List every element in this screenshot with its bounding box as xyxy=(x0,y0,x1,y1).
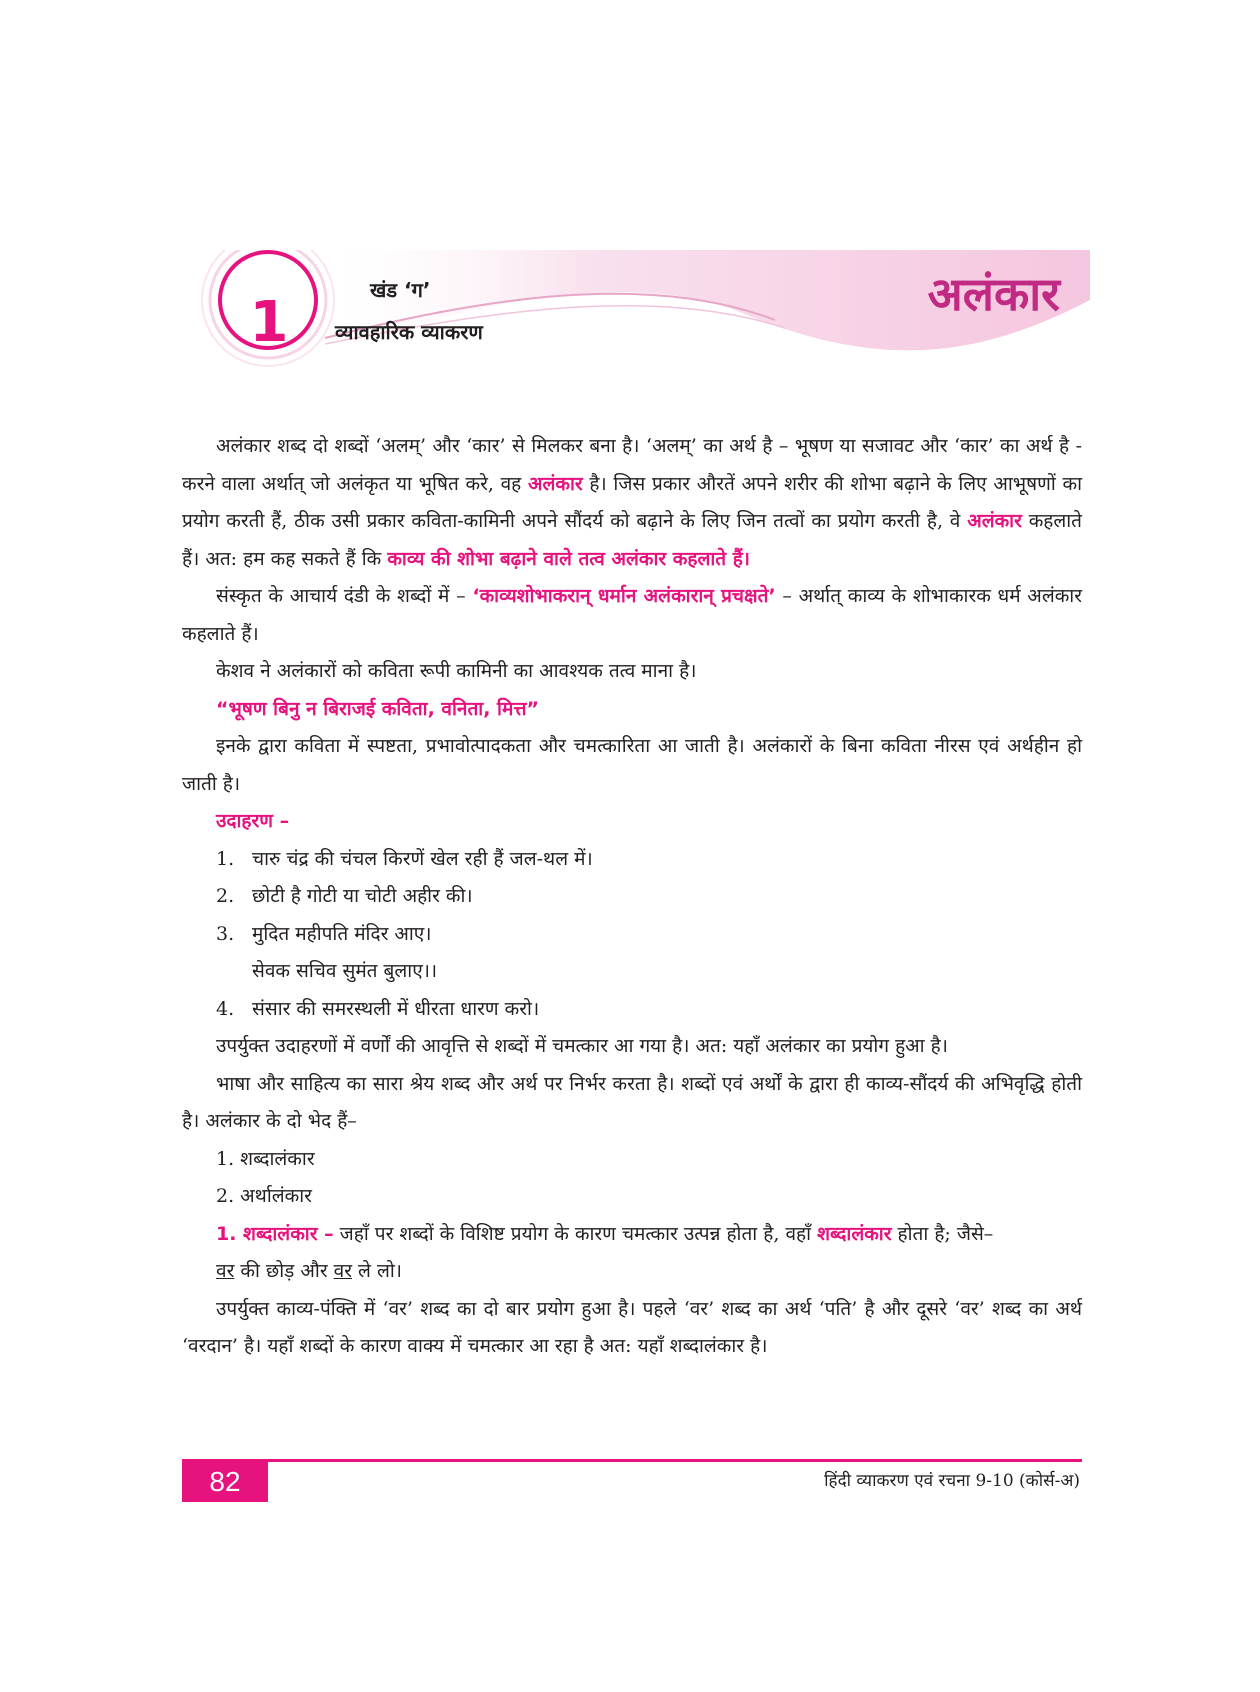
list-text: चारु चंद्र की चंचल किरणें खेल रही हैं जल-थल में। xyxy=(252,847,593,870)
text-span: ले लो। xyxy=(351,1260,402,1282)
highlight-term: शब्दालंकार xyxy=(817,1222,892,1245)
example-line xyxy=(182,1253,1082,1291)
examples-heading: उदाहरण – xyxy=(216,810,290,832)
paragraph-shabdalankar xyxy=(182,1216,1082,1254)
list-text: मुदित महीपति मंदिर आए। xyxy=(252,922,432,945)
underlined-word: वर xyxy=(216,1260,235,1282)
footer-divider xyxy=(182,1459,1082,1462)
text-span: होता है; जैसे– xyxy=(891,1222,994,1245)
text-span: कहलाते हैं। अत: हम कह सकते हैं कि xyxy=(182,510,1083,570)
underlined-word: वर xyxy=(333,1260,352,1282)
list-item xyxy=(216,991,1082,1029)
main-content xyxy=(182,428,1082,1366)
list-number: 3. xyxy=(216,922,235,945)
type-item-1: 1. शब्दालंकार xyxy=(216,1147,315,1170)
list-item xyxy=(216,916,1082,954)
paragraph-intro xyxy=(182,428,1082,578)
definition-highlight: काव्य की शोभा बढ़ाने वाले तत्व अलंकार कहलाते हैं। xyxy=(387,547,751,570)
list-text: छोटी है गोटी या चोटी अहीर की। xyxy=(252,885,473,907)
chapter-title: अलंकार xyxy=(927,267,1060,321)
list-number: 1. xyxy=(216,847,235,870)
keshav-quote: “भूषण बिनु न बिराजई कविता, वनिता, मित्त” xyxy=(216,697,539,720)
text-span: अलंकार शब्द दो शब्दों ‘अलम्’ और ‘कार’ से मिलकर बना है। ‘अलम्’ का अर्थ है – भूषण या सजावट और ‘कार’ का अर्थ है - करने वाला अर्थात् जो अलंकृत या भूषित करे, वह xyxy=(182,435,1082,495)
chapter-header xyxy=(175,250,1090,400)
paragraph-explanation: उपर्युक्त काव्य-पंक्ति में ‘वर’ शब्द का दो बार प्रयोग हुआ है। पहले ‘वर’ शब्द का अर्थ ‘पति’ है और दूसरे ‘वर’ शब्द का अर्थ ‘वरदान’ है। यहाँ शब्दों के कारण वाक्य में चमत्कार आ रहा है अत: यहाँ शब्दालंकार है। xyxy=(182,1297,1082,1357)
sanskrit-quote: ‘काव्यशोभाकरान् धर्मान अलंकारान् प्रचक्षते’ xyxy=(472,585,776,607)
paragraph-sanskrit xyxy=(182,578,1082,653)
text-span: जहाँ पर शब्दों के विशिष्ट प्रयोग के कारण चमत्कार उत्पन्न होता है, वहाँ xyxy=(333,1222,818,1245)
text-span: है। जिस प्रकार औरतें अपने शरीर की शोभा बढ़ाने के लिए आभूषणों का प्रयोग करती हैं, ठीक उसी प्रकार कविता-कामिनी अपने सौंदर्य को बढ़ाने के लिए जिन तत्वों का प्रयोग करती है, वे xyxy=(182,472,1082,532)
paragraph-examples-note: उपर्युक्त उदाहरणों में वर्णों की आवृत्ति से शब्दों में चमत्कार आ गया है। अत: यहाँ अलंकार का प्रयोग हुआ है। xyxy=(216,1035,948,1057)
subheading: 1. शब्दालंकार – xyxy=(216,1222,334,1245)
paragraph-types-intro: भाषा और साहित्य का सारा श्रेय शब्द और अर्थ पर निर्भर करता है। शब्दों एवं अर्थों के द्वारा ही काव्य-सौंदर्य की अभिवृद्धि होती है। अलंकार के दो भेद हैं– xyxy=(182,1072,1082,1132)
page-number: 82 xyxy=(182,1462,268,1502)
text-span: संस्कृत के आचार्य दंडी के शब्दों में – xyxy=(216,585,473,607)
list-item-continuation: सेवक सचिव सुमंत बुलाए।। xyxy=(252,960,438,982)
type-item-2: 2. अर्थालंकार xyxy=(216,1185,312,1207)
list-number: 4. xyxy=(216,997,235,1020)
list-item xyxy=(216,841,1082,879)
paragraph-effect: इनके द्वारा कविता में स्पष्टता, प्रभावोत्पादकता और चमत्कारिता आ जाती है। अलंकारों के बिना कविता नीरस एवं अर्थहीन हो जाती है। xyxy=(182,735,1082,795)
list-item xyxy=(216,878,1082,916)
text-span: – अर्थात् काव्य के शोभाकारक धर्म अलंकार कहलाते हैं। xyxy=(182,585,1082,645)
highlight-term: अलंकार xyxy=(527,472,583,495)
book-title: हिंदी व्याकरण एवं रचना 9-10 (कोर्स-अ) xyxy=(824,1471,1080,1491)
examples-list xyxy=(182,841,1082,1029)
chapter-number: 1 xyxy=(249,290,289,355)
section-subtitle: व्यावहारिक व्याकरण xyxy=(335,320,483,344)
list-number: 2. xyxy=(216,885,235,907)
highlight-term: अलंकार xyxy=(967,510,1022,532)
paragraph-keshav: केशव ने अलंकारों को कविता रूपी कामिनी का आवश्यक तत्व माना है। xyxy=(216,660,697,682)
section-label: खंड ‘ग’ xyxy=(370,278,431,302)
list-text: संसार की समरस्थली में धीरता धारण करो। xyxy=(252,997,540,1020)
text-span: की छोड़ और xyxy=(234,1260,334,1282)
